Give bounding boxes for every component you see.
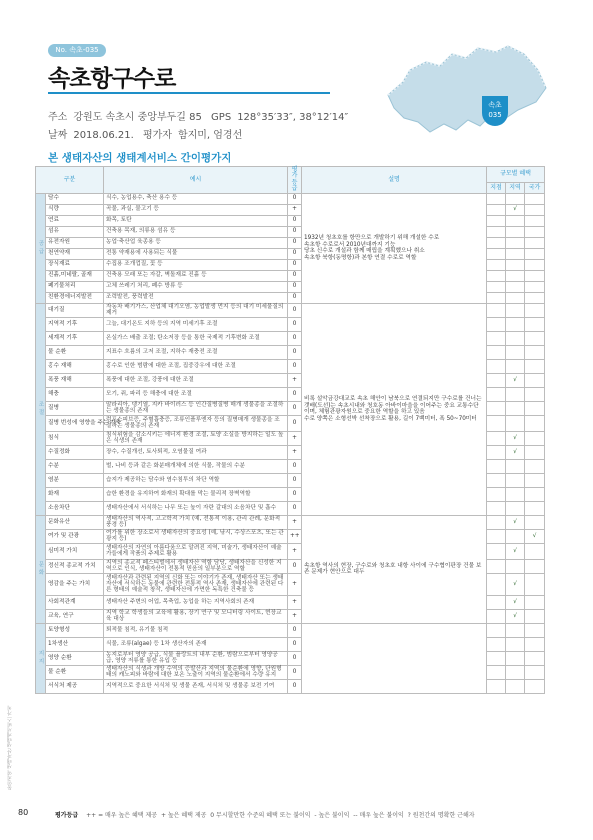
benefit-check (525, 237, 545, 248)
benefit-check (487, 473, 506, 487)
benefit-check (487, 248, 506, 259)
benefit-check (506, 331, 525, 345)
benefit-check (525, 637, 545, 651)
grade-value: 0 (288, 623, 302, 637)
service-name: 서식처 제공 (46, 679, 104, 693)
table-row (36, 515, 545, 529)
service-name: 친환경에너지발전 (46, 292, 104, 303)
benefit-check (525, 595, 545, 609)
grade-value: + (288, 204, 302, 215)
grade-value: 0 (288, 193, 302, 204)
service-example: 식수, 농업용수, 축산 용수 등 (104, 193, 288, 204)
benefit-check (506, 473, 525, 487)
service-name: 여가 및 관광 (46, 529, 104, 543)
benefit-check (487, 415, 506, 431)
legend-item: 0 무시할만한 수준의 혜택 또는 불이익 (210, 812, 311, 819)
service-name: 유전자원 (46, 237, 104, 248)
benefit-check (506, 501, 525, 515)
service-example: 여가를 위한 장소로서 생태자산의 중요성 (예, 낚시, 수상스포츠, 또는 관광지 등) (104, 529, 288, 543)
benefit-check (525, 226, 545, 237)
benefit-check (525, 359, 545, 373)
header-beneficiary: 규모별 혜택 (487, 167, 545, 183)
service-example: 화목, 토탄 (104, 215, 288, 226)
benefit-check (506, 292, 525, 303)
service-example: 전통 약재용에 사용되는 식물 (104, 248, 288, 259)
grade-value: + (288, 573, 302, 595)
header-category: 구분 (36, 167, 104, 194)
benefit-check: √ (506, 204, 525, 215)
date-label: 날짜 (48, 130, 68, 141)
service-example: 농지로부터 영양 공급, 식물 플랑트의 내부 순환, 범람으로부터 영양공급, 영양 저류를 통한 유입 등 (104, 651, 288, 665)
address-label: 주소 (48, 112, 68, 123)
benefit-check (506, 270, 525, 281)
service-name: 수분 (46, 459, 104, 473)
grade-value: 0 (288, 345, 302, 359)
benefit-check (506, 665, 525, 679)
benefit-check: √ (506, 515, 525, 529)
service-name: 사회적관계 (46, 595, 104, 609)
service-name: 대기질 (46, 303, 104, 317)
benefit-check (506, 401, 525, 415)
service-name: 세계적 기후 (46, 331, 104, 345)
benefit-check (525, 515, 545, 529)
legend-item: + 높은 혜택 제공 (160, 812, 207, 819)
benefit-check (506, 259, 525, 270)
grade-value: 0 (288, 317, 302, 331)
benefit-check (525, 415, 545, 431)
benefit-check (487, 237, 506, 248)
benefit-check (506, 226, 525, 237)
benefit-check: √ (506, 373, 525, 387)
grade-value: 0 (288, 415, 302, 431)
benefit-check (487, 431, 506, 445)
id-tag: No. 속초-035 (48, 44, 106, 57)
benefit-check (487, 317, 506, 331)
service-name: 염분 (46, 473, 104, 487)
grade-value: + (288, 609, 302, 623)
evaluation-table (35, 166, 545, 694)
service-name: 장식재료 (46, 259, 104, 270)
service-name: 1차생산 (46, 637, 104, 651)
benefit-check (506, 487, 525, 501)
service-example: 지표수 흐름의 고저 조절, 지하수 재충전 조절 (104, 345, 288, 359)
title-underline (48, 92, 330, 94)
benefit-check (487, 609, 506, 623)
benefit-check (506, 387, 525, 401)
service-name: 질병 (46, 401, 104, 415)
benefit-check (525, 445, 545, 459)
benefit-check (487, 501, 506, 515)
service-example: 생태자산과 관련된 지역의 신화 또는 이야기가 존재, 생태자산 또는 생태자산에 서식하는 동물에 관련한 전통적 역사 존재, 생태자산에 관련된 다른 형태의 예술적 창작, 생태자산에 가면한 독특한 건축물 등 (104, 573, 288, 595)
benefit-check: √ (506, 543, 525, 559)
service-example: 모기, 쥐, 파리 등 해충에 대한 조절 (104, 387, 288, 401)
header-local: 지점 (487, 182, 506, 193)
benefit-check (506, 317, 525, 331)
grade-value: 0 (288, 401, 302, 415)
section-title: 본 생태자산의 생태계서비스 간이평가지 (48, 152, 232, 164)
service-name: 천연약재 (46, 248, 104, 259)
service-example: 고체 쓰레기 처리, 폐수 방류 등 (104, 281, 288, 292)
grade-legend (55, 810, 475, 819)
category-label: 공급 (38, 241, 45, 256)
location-map (368, 40, 558, 152)
grade-value: 0 (288, 303, 302, 317)
benefit-check (506, 459, 525, 473)
benefit-check: √ (506, 595, 525, 609)
benefit-check (487, 281, 506, 292)
grade-value: 0 (288, 459, 302, 473)
service-example: 침식위험을 감소시키는 에너지 환경 조절, 토양 소실을 방지하는 일도 높은 식생의 존재 (104, 431, 288, 445)
benefit-check (525, 373, 545, 387)
grade-value: ++ (288, 529, 302, 543)
grade-value: 0 (288, 559, 302, 573)
benefit-check (506, 415, 525, 431)
category-label: 조절 (38, 402, 45, 417)
benefit-check (487, 270, 506, 281)
service-name: 문화유산 (46, 515, 104, 529)
benefit-check (487, 623, 506, 637)
benefit-check: √ (525, 529, 545, 543)
grade-value: 0 (288, 237, 302, 248)
service-name: 질병 번성에 영향을 주는 가축 (46, 415, 104, 431)
address: 강원도 속초시 중앙부두길 85 (73, 112, 202, 123)
service-example: 홍수로 인한 범람에 대한 조절, 집중강우에 대한 조절 (104, 359, 288, 373)
legend-item: - 높은 불이익 (314, 812, 350, 819)
benefit-check (525, 215, 545, 226)
meta-line-2 (48, 126, 248, 141)
benefit-check (525, 204, 545, 215)
benefit-check (487, 345, 506, 359)
legend-label: 평가등급 (55, 812, 79, 819)
header-grade: 평가등급 (288, 167, 302, 194)
service-name: 지역적 기후 (46, 317, 104, 331)
service-name: 담수 (46, 193, 104, 204)
service-name: 심미적 가치 (46, 543, 104, 559)
service-example: 자동차 배기가스, 산업체 대기오염, 농업발생 먼지 등의 대기 미세물질의 제거 (104, 303, 288, 317)
service-name: 소음차단 (46, 501, 104, 515)
benefit-check (525, 501, 545, 515)
table-row (36, 623, 545, 637)
benefit-check (506, 215, 525, 226)
grade-value: 0 (288, 270, 302, 281)
benefit-check: √ (506, 573, 525, 595)
grade-value: 0 (288, 473, 302, 487)
explanation-cell: 속초항 역사의 현장, 구수로와 청초호 내항 사이에 구수협이판장 건물 보존 문제가 현안으로 대두 (302, 515, 487, 623)
category-cell (36, 623, 46, 693)
service-name: 연료 (46, 215, 104, 226)
service-name: 진흙,미네랄, 골재 (46, 270, 104, 281)
category-cell (36, 515, 46, 623)
benefit-check (506, 679, 525, 693)
service-name: 홍수 재해 (46, 359, 104, 373)
grade-value: 0 (288, 651, 302, 665)
service-example: 건축용 모래 또는 자갈, 벽돌재료 진흙 등 (104, 270, 288, 281)
grade-value: 0 (288, 637, 302, 651)
benefit-check (487, 259, 506, 270)
benefit-check (487, 387, 506, 401)
grade-value: 0 (288, 259, 302, 270)
service-example: 지역적으로 중요한 서식처 및 생물 존재, 서식처 및 생물종 보전 기여 (104, 679, 288, 693)
service-name: 화재 (46, 487, 104, 501)
grade-value: + (288, 515, 302, 529)
service-example: 폭풍에 대한 조절, 강풍에 대한 조절 (104, 373, 288, 387)
service-name: 물 순환 (46, 345, 104, 359)
benefit-check (487, 665, 506, 679)
service-name: 수질정화 (46, 445, 104, 459)
benefit-check (525, 651, 545, 665)
benefit-check: √ (506, 445, 525, 459)
grade-value: 0 (288, 665, 302, 679)
benefit-check: √ (506, 431, 525, 445)
benefit-check (506, 529, 525, 543)
service-example: 조력발전, 풍력발전 (104, 292, 288, 303)
benefit-check (525, 459, 545, 473)
benefit-check (525, 292, 545, 303)
category-label: 지지 (38, 651, 45, 666)
grade-value: 0 (288, 281, 302, 292)
service-example: 럼프스피브증, 주혈흡충증, 조류인플루엔자 등의 질병매개 생물종을 조절하는 생물종의 존재 (104, 415, 288, 431)
benefit-check (487, 373, 506, 387)
service-example: 말라리아, 댕기열, 지카 바이러스 등 인간질병질병 매개 생물종을 조절하는 생물종의 존재 (104, 401, 288, 415)
benefit-check (525, 543, 545, 559)
grade-value: 0 (288, 248, 302, 259)
benefit-check (506, 559, 525, 573)
benefit-check (525, 345, 545, 359)
benefit-check (506, 359, 525, 373)
benefit-check (525, 387, 545, 401)
service-name: 영감을 주는 가치 (46, 573, 104, 595)
benefit-check (525, 573, 545, 595)
benefit-check (525, 431, 545, 445)
grade-value: + (288, 373, 302, 387)
service-example: 지역의 종교적 페스티벌에서 생태자산 역할 담당, 생태자산을 신성한 지역으로 인식, 생태자산이 전통적 믿음의 일부분으로 역할 (104, 559, 288, 573)
benefit-check (525, 401, 545, 415)
benefit-check (525, 248, 545, 259)
service-example: 지역 학교 학생들의 교육에 활용, 장기 연구 및 모니터링 사이트, 현장교육 대상 (104, 609, 288, 623)
benefit-check (487, 679, 506, 693)
service-example: 생태자산에서 서식하는 나무 또는 높이 자란 갈대의 소음차단 및 흡수 (104, 501, 288, 515)
grade-value: 0 (288, 387, 302, 401)
service-example: 습한 환경을 유지하여 화재의 확대를 막는 물리적 장벽역할 (104, 487, 288, 501)
service-example: 건축용 목재, 의류용 섬유 등 (104, 226, 288, 237)
legend-item: -- 매우 높은 불이익 (353, 812, 404, 819)
legend-item: ? 원천간의 명확한 근해자 (407, 812, 475, 819)
service-name: 영양 순환 (46, 651, 104, 665)
header-explanation: 설명 (302, 167, 487, 194)
grade-value: + (288, 543, 302, 559)
benefit-check (525, 193, 545, 204)
grade-value: 0 (288, 331, 302, 345)
benefit-check (487, 559, 506, 573)
grade-value: + (288, 445, 302, 459)
grade-value: 0 (288, 215, 302, 226)
legend-item: ++ = 매우 높은 혜택 제공 (86, 812, 158, 819)
header-national: 국가 (525, 182, 545, 193)
benefit-check (506, 303, 525, 317)
benefit-check (525, 281, 545, 292)
benefit-check (506, 193, 525, 204)
table-row (36, 303, 545, 317)
grade-value: 0 (288, 487, 302, 501)
benefit-check (487, 292, 506, 303)
benefit-check (487, 445, 506, 459)
benefit-check (525, 259, 545, 270)
benefit-check (487, 651, 506, 665)
service-example: 생태자산의 식생과 개방 수역의 증발산과 지역의 물순환에 영향, 단원형태의 캐노피와 바람에 대한 보온 노출이 지역의 물순환에서 수량 유지 (104, 665, 288, 679)
gps-label: GPS (211, 112, 232, 123)
benefit-check (487, 204, 506, 215)
service-name: 침식 (46, 431, 104, 445)
evaluator-label: 평가자 (142, 130, 172, 141)
benefit-check (487, 401, 506, 415)
service-name: 교육, 연구 (46, 609, 104, 623)
explanation-cell (302, 623, 487, 693)
service-name: 토양형성 (46, 623, 104, 637)
header-regional: 지역 (506, 182, 525, 193)
service-name: 식량 (46, 204, 104, 215)
grade-value: 0 (288, 292, 302, 303)
service-example: 습지가 제공하는 담수와 염수침투의 차단 역할 (104, 473, 288, 487)
benefit-check (487, 595, 506, 609)
benefit-check (487, 529, 506, 543)
service-example: 퇴적물 침적, 유기물 침적 (104, 623, 288, 637)
benefit-check (487, 487, 506, 501)
benefit-check (525, 559, 545, 573)
benefit-check (487, 193, 506, 204)
benefit-check (487, 543, 506, 559)
benefit-check (525, 317, 545, 331)
service-example: 생태자산의 자연의 아름다움으로 알려진 지역, 미술가, 생태자산이 예술가들에게 작품의 주제로 활용 (104, 543, 288, 559)
benefit-check (506, 637, 525, 651)
date: 2018.06.21. (73, 130, 134, 141)
service-name: 폭풍 재해 (46, 373, 104, 387)
service-example: 수집용 조개껍질, 꽃 등 (104, 259, 288, 270)
benefit-check (506, 248, 525, 259)
service-name: 섬유 (46, 226, 104, 237)
benefit-check (506, 651, 525, 665)
gps: 128°35′33″, 38°12′14″ (237, 112, 349, 123)
evaluator: 함지미, 엄경선 (177, 130, 243, 141)
benefit-check (525, 665, 545, 679)
page-title: 속초항구수로 (48, 66, 176, 92)
benefit-check (525, 623, 545, 637)
service-name: 정신적 종교적 가치 (46, 559, 104, 573)
benefit-check (506, 623, 525, 637)
service-name: 물 순환 (46, 665, 104, 679)
map-marker: 속초 035 (482, 96, 508, 126)
service-example: 곡물, 과실, 물고기 등 (104, 204, 288, 215)
benefit-check (525, 303, 545, 317)
service-example: 농업·축산업 육종용 등 (104, 237, 288, 248)
benefit-check (525, 679, 545, 693)
service-example: 장수, 수질개선, 토사퇴적, 오염물질 여과 (104, 445, 288, 459)
benefit-check (506, 237, 525, 248)
benefit-check (487, 459, 506, 473)
service-example: 생태자산 주변의 어업, 목축업, 농업을 하는 지역사회의 존재 (104, 595, 288, 609)
grade-value: + (288, 595, 302, 609)
service-name: 폐기물처리 (46, 281, 104, 292)
service-example: 식물, 조류(algae) 등 1차 생산자의 존재 (104, 637, 288, 651)
grade-value: 0 (288, 679, 302, 693)
benefit-check (487, 303, 506, 317)
side-running-title: 동인지역 생태자산 생태계서비스 가치 (7, 705, 13, 790)
benefit-check (487, 226, 506, 237)
service-example: 생태자산의 역사적, 고고학적 가치 (예, 전통적 이용, 관리 관례, 문화적 풍경 등) (104, 515, 288, 529)
page-number: 80 (18, 808, 29, 817)
benefit-check (487, 573, 506, 595)
benefit-check (487, 359, 506, 373)
grade-value: 0 (288, 501, 302, 515)
grade-value: 0 (288, 226, 302, 237)
benefit-check (506, 345, 525, 359)
category-label: 문화 (38, 562, 45, 577)
meta-line-1 (48, 108, 354, 123)
benefit-check (525, 487, 545, 501)
benefit-check (487, 637, 506, 651)
benefit-check (487, 331, 506, 345)
grade-value: + (288, 431, 302, 445)
category-cell (36, 303, 46, 515)
benefit-check (525, 473, 545, 487)
service-example: 온실가스 배출 조절; 탄소저장 등을 통한 국제적 기후변화 조절 (104, 331, 288, 345)
header-example: 예시 (104, 167, 288, 194)
explanation-cell: 비록 설악금강대교로 속초 해안이 남북으로 연결되지만 구수로를 건너는 갯배(도선)는 속초시내와 청호동 아바이마을을 이어주는 중요 교통수단이며, 체험관광자원으로 중요한 역할을 하고 있음 수로 양쪽은 소형선박 선착장으로 활용, 길이 7백미터, 폭 50~70미터 (302, 303, 487, 515)
benefit-check: √ (506, 609, 525, 623)
explanation-cell: 1932년 청초호를 항만으로 개발하기 위해 개설한 수로 속초항 수로로서 2010년대까지 기능 당초 신수로 개설과 함께 매립을 계획했으나 취소 속초항 북항(동명항)과 본항 연결 수로로 역할 (302, 193, 487, 303)
benefit-check (506, 281, 525, 292)
table-row (36, 193, 545, 204)
benefit-check (525, 331, 545, 345)
service-example: 벌, 나비 등과 같은 화분매개체에 의한 식물, 작물의 수분 (104, 459, 288, 473)
service-example: 그늘, 대기온도 지하 등의 지역 미세기후 조절 (104, 317, 288, 331)
benefit-check (525, 270, 545, 281)
service-name: 해충 (46, 387, 104, 401)
category-cell (36, 193, 46, 303)
benefit-check (487, 515, 506, 529)
benefit-check (525, 609, 545, 623)
grade-value: 0 (288, 359, 302, 373)
benefit-check (487, 215, 506, 226)
